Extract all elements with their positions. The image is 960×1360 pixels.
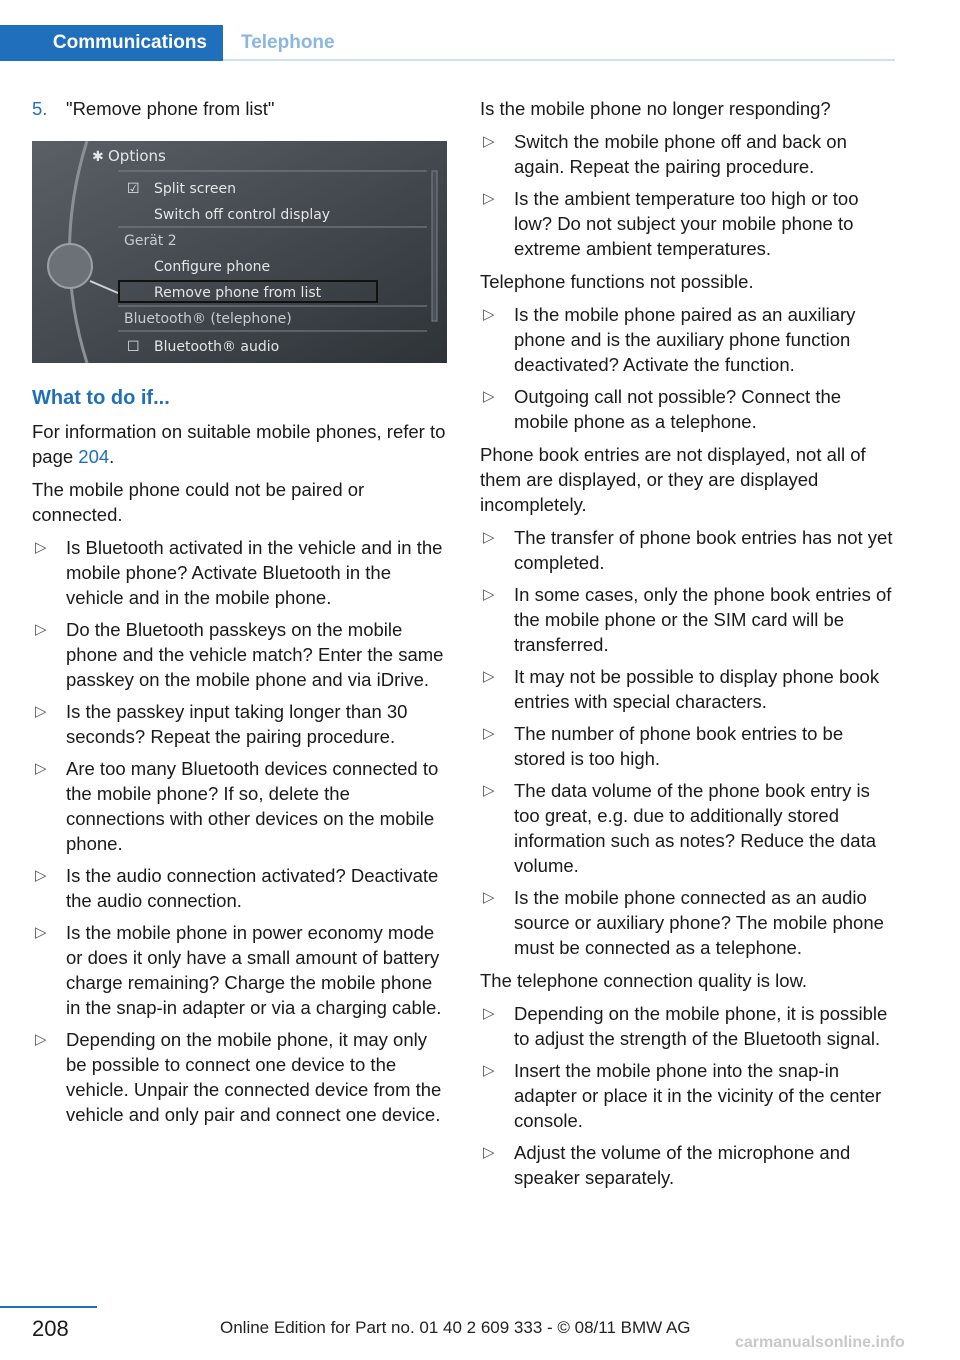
edition-note: Online Edition for Part no. 01 40 2 609 333 - © 08/11 BMW AG [220,1318,691,1337]
triangle-bullet-icon: ▷ [35,1031,47,1048]
chapter-tab: Communications [0,25,223,61]
triangle-bullet-icon: ▷ [483,1005,495,1022]
problem-paragraph: Is the mobile phone no longer responding? [480,98,831,119]
triangle-bullet-icon: ▷ [483,782,495,799]
list-item: ▷ Is the mobile phone connected as an audio source or auxiliary phone? The mobile phone must be connected as a telephone. [483,887,884,958]
list-item: ▷ In some cases, only the phone book entries of the mobile phone or the SIM card will be transferred. [483,584,892,655]
bullet-list-5 [480,1001,898,1190]
list-item: ▷ It may not be possible to display phone book entries with special characters. [483,666,880,712]
triangle-bullet-icon: ▷ [483,133,495,150]
list-item: ▷ Switch the mobile phone off and back on again. Repeat the pairing procedure. [483,131,847,177]
page-link[interactable]: 204 [78,446,110,467]
list-item: ▷ Is the mobile phone paired as an auxiliary phone and is the auxiliary phone function deactivated? Activate the function. [483,304,856,375]
list-item: ▷ Are too many Bluetooth devices connected to the mobile phone? If so, delete the connections with other devices on the mobile phone. [35,758,439,854]
bullet-list-2 [480,129,898,261]
step-text: "Remove phone from list" [66,98,275,119]
header-rule [223,59,895,61]
watermark: carmanualsonline.info [735,1334,905,1351]
list-item: ▷ Outgoing call not possible? Connect the mobile phone as a telephone. [483,386,842,432]
screen-item: Remove phone from list [154,285,322,301]
list-item: ▷ Is the ambient temperature too high or too low? Do not subject your mobile phone to extreme ambient temperatures. [483,188,859,259]
bullet-list-4 [480,525,898,960]
problem-paragraph: The mobile phone could not be paired or connected. [32,479,365,525]
left-column [32,96,450,1135]
screen-item: Configure phone [154,259,271,275]
options-title [92,147,166,165]
triangle-bullet-icon: ▷ [483,529,495,546]
footer-rule [0,1306,97,1308]
svg-text:☑: ☑ [127,181,140,197]
list-item: ▷ The number of phone book entries to be stored is too high. [483,723,844,769]
triangle-bullet-icon: ▷ [483,889,495,906]
triangle-bullet-icon: ▷ [483,1144,495,1161]
triangle-bullet-icon: ▷ [483,1062,495,1079]
list-item: ▷ Depending on the mobile phone, it may only be possible to connect one device to the vehicle. Unpair the connected device from the vehicle and only pair and connect one device. [35,1029,442,1125]
step-5 [32,96,450,121]
problem-paragraph: The telephone connection quality is low. [480,970,808,991]
list-item: ▷ The transfer of phone book entries has not yet completed. [483,527,893,573]
list-item: ▷ Is Bluetooth activated in the vehicle and in the mobile phone? Activate Bluetooth in the vehicle and in the mobile phone. [35,537,443,608]
screen-item: Gerät 2 [124,233,177,249]
list-item: ▷ Is the audio connection activated? Deactivate the audio connection. [35,865,439,911]
idrive-screen-graphic [32,141,447,363]
list-item: ▷ Insert the mobile phone into the snap-in adapter or place it in the vicinity of the center console. [483,1060,882,1131]
triangle-bullet-icon: ▷ [483,586,495,603]
problem-paragraph: Phone book entries are not displayed, not all of them are displayed, or they are displayed incompletely. [480,444,866,515]
triangle-bullet-icon: ▷ [483,388,495,405]
triangle-bullet-icon: ▷ [35,924,47,941]
svg-text:☐: ☐ [127,339,140,355]
list-item: ▷ Is the passkey input taking longer than 30 seconds? Repeat the pairing procedure. [35,701,408,747]
screen-item: Split screen [154,181,237,197]
triangle-bullet-icon: ▷ [35,539,47,556]
right-column [480,96,898,1198]
triangle-bullet-icon: ▷ [483,668,495,685]
triangle-bullet-icon: ▷ [35,760,47,777]
list-item: ▷ Adjust the volume of the microphone and speaker separately. [483,1142,851,1188]
screen-item: Bluetooth® audio [154,339,280,355]
list-item: ▷ Do the Bluetooth passkeys on the mobile phone and the vehicle match? Enter the same passkey on the mobile phone and via iDrive. [35,619,444,690]
triangle-bullet-icon: ▷ [483,306,495,323]
triangle-bullet-icon: ▷ [35,703,47,720]
section-tab: Telephone [241,32,335,53]
screen-item: Bluetooth® (telephone) [124,311,292,327]
screen-title: Options [108,147,166,165]
triangle-bullet-icon: ▷ [35,867,47,884]
list-item: ▷ Depending on the mobile phone, it is possible to adjust the strength of the Bluetooth signal. [483,1003,888,1049]
list-item: ▷ The data volume of the phone book entry is too great, e.g. due to additionally stored information such as notes? Reduce the data volume. [483,780,877,876]
step-number: 5. [32,98,48,119]
idrive-screenshot [32,141,447,363]
section-title: What to do if... [32,387,170,409]
triangle-bullet-icon: ▷ [483,190,495,207]
intro-paragraph: For information on suitable mobile phones, refer to page 204. [32,421,446,467]
problem-paragraph: Telephone functions not possible. [480,271,754,292]
svg-text:✱: ✱ [92,149,104,165]
bullet-list-1 [32,535,450,1127]
list-item: ▷ Is the mobile phone in power economy mode or does it only have a small amount of battery charge remaining? Charge the mobile phone in the snap-in adapter or via a charging cable. [35,922,442,1018]
page-number: 208 [32,1316,69,1341]
page-header [0,25,895,61]
triangle-bullet-icon: ▷ [483,725,495,742]
triangle-bullet-icon: ▷ [35,621,47,638]
bullet-list-3 [480,302,898,434]
screen-item: Switch off control display [154,207,331,223]
